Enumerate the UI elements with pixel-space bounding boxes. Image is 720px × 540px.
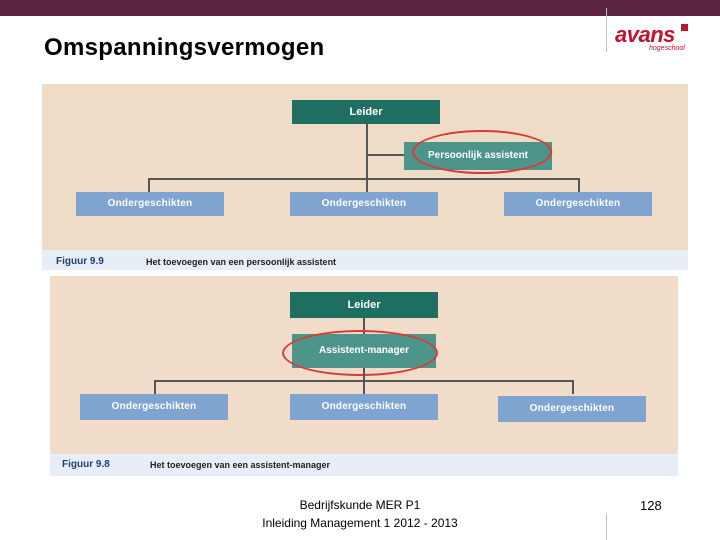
- page-number: 128: [640, 498, 662, 513]
- slide-title: Omspanningsvermogen: [44, 34, 325, 61]
- caption-bar: [50, 454, 678, 476]
- subordinate-box: Ondergeschikten: [504, 192, 652, 216]
- assistant-box: Assistent-manager: [292, 334, 436, 368]
- subordinate-box: Ondergeschikten: [290, 192, 438, 216]
- connector-line: [363, 380, 365, 394]
- footer-divider: [606, 514, 607, 540]
- figure-label: Figuur 9.8: [62, 459, 110, 470]
- logo-subtitle: hogeschool: [649, 45, 685, 52]
- subordinate-box: Ondergeschikten: [76, 192, 224, 216]
- avans-logo: [606, 8, 695, 52]
- connector-line: [578, 178, 580, 192]
- footer-module: Inleiding Management 1 2012 - 2013: [262, 516, 458, 530]
- slide-footer: [230, 496, 490, 532]
- connector-line: [363, 368, 365, 380]
- figure-caption: Het toevoegen van een persoonlijk assistent: [146, 257, 337, 267]
- leader-box: Leider: [292, 100, 440, 124]
- connector-line: [572, 380, 574, 394]
- highlight-ellipse: [412, 130, 552, 174]
- assistant-box: Persoonlijk assistent: [404, 142, 552, 170]
- subordinate-box: Ondergeschikten: [290, 394, 438, 420]
- connector-line: [148, 178, 150, 192]
- figure-label: Figuur 9.9: [56, 256, 104, 267]
- connector-line: [368, 154, 404, 156]
- org-chart-personal-assistant: [42, 84, 688, 270]
- connector-line: [154, 380, 156, 394]
- leader-box: Leider: [290, 292, 438, 318]
- org-chart-assistant-manager: [50, 276, 678, 476]
- highlight-ellipse: [282, 330, 438, 376]
- caption-bar: [42, 250, 688, 270]
- subordinate-box: Ondergeschikten: [498, 396, 646, 422]
- connector-line: [366, 178, 368, 192]
- footer-course: Bedrijfskunde MER P1: [299, 498, 421, 512]
- subordinate-box: Ondergeschikten: [80, 394, 228, 420]
- connector-line: [148, 178, 580, 180]
- figure-caption: Het toevoegen van een assistent-manager: [150, 460, 331, 470]
- logo-word: avans: [615, 22, 675, 47]
- logo-mark: [681, 24, 688, 31]
